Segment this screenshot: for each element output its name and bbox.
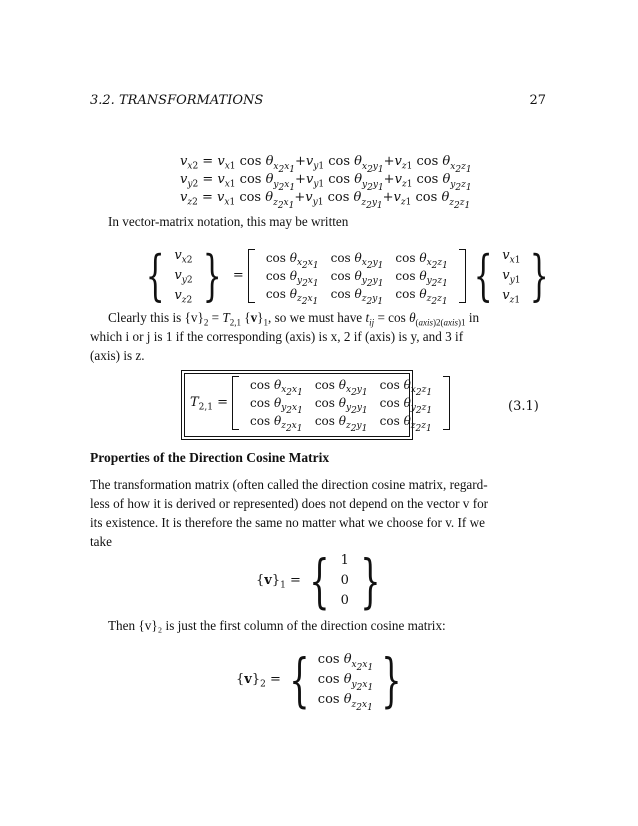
paragraph-then: Then {v}₂ is just the first column of the direction cosine matrix: [108, 618, 446, 633]
unit-vector-equation: $\{v\}_1$ = { 1 0 0 } [256, 547, 381, 615]
vector-matrix-equation: { $v_{x2}$ $v_{y2}$ $v_{z2}$ } = $\cos \theta_{x_2x_1}$ $\cos \theta_{x_2y_1}$ $\cos \theta_{x_2z_1}$ $\cos \theta_{y_2x_1}$ $\cos \theta_{y_2y_1}$ $\cos \theta_{y_2z_1}$ $\cos \theta_{z_2x_1}$ $\cos \theta_{z_2y_1}$ $\cos \theta_{z_2z_1}$ { $v_{x1}$ $v_{y1}$ $v_{z1}$ } [145, 244, 550, 308]
running-header [90, 93, 546, 108]
component-equations [180, 153, 472, 211]
section-heading: Properties of the Direction Cosine Matrix [90, 450, 330, 465]
section-title: 3.2. TRANSFORMATIONS [90, 93, 264, 108]
paragraph-clearly: Clearly this is $\{v\}_2 = T_{2,1}$ $\{v\}_1$, so we must have $t_{ij} = \cos \theta_{(axis)2(axis)1}$ in which i or j is 1 if the corresponding (axis) is x, 2 if (axis) is y, and 3 if (axis) is z. [90, 310, 480, 363]
left-brace: { [145, 244, 165, 307]
direction-cosine-matrix: $\cos \theta_{x_2x_1}$ $\cos \theta_{x_2y_1}$ $\cos \theta_{x_2z_1}$ $\cos \theta_{y_2x_1}$ $\cos \theta_{y_2y_1}$ $\cos \theta_{y_2z_1}$ $\cos \theta_{z_2x_1}$ $\cos \theta_{z_2y_1}$ $\cos \theta_{z_2z_1}$ [248, 249, 466, 303]
transformation-matrix: $\cos \theta_{x_2x_1}$ $\cos \theta_{x_2y_1}$ $\cos \theta_{x_2z_1}$ $\cos \theta_{y_2x_1}$ $\cos \theta_{y_2y_1}$ $\cos \theta_{y_2z_1}$ $\cos \theta_{z_2x_1}$ $\cos \theta_{z_2y_1}$ $\cos \theta_{z_2z_1}$ [232, 376, 450, 430]
equation-row: $v_{z2} = v_{x1}$ $\cos \theta_{z_2x_1}+v_{y1}$ $\cos \theta_{z_2y_1}+v_{z1}$ $\cos \theta_{z_2z_1}$ [180, 190, 471, 211]
right-brace: } [202, 244, 222, 307]
paragraph-vector-matrix: In vector-matrix notation, this may be written [108, 214, 349, 229]
first-column-equation: $\{v\}_2$ = { $\cos \theta_{x_2x_1}$ $\cos \theta_{y_2x_1}$ $\cos \theta_{z_2x_1}$ } [236, 646, 402, 714]
equation-number: (3.1) [508, 399, 539, 414]
equation-row: $v_{x2} = v_{x1}$ $\cos \theta_{x_2x_1}+v_{y1}$ $\cos \theta_{x_2y_1}+v_{z1}$ $\cos \theta_{x_2z_1}$ [180, 154, 472, 175]
paragraph-properties: The transformation matrix (often called the direction cosine matrix, regard- less of how it is derived or represented) does not depend on the vector v for its existence. It is therefore the same no matter what we choose for v. If we take [90, 477, 489, 549]
vector-entry: 1 [340, 553, 349, 568]
vector-entry: 0 [340, 593, 349, 608]
page-number: 27 [529, 93, 546, 108]
boxed-equation: $T_{2,1}$ = $\cos \theta_{x_2x_1}$ $\cos \theta_{x_2y_1}$ $\cos \theta_{x_2z_1}$ $\cos \theta_{y_2x_1}$ $\cos \theta_{y_2y_1}$ $\cos \theta_{y_2z_1}$ $\cos \theta_{z_2x_1}$ $\cos \theta_{z_2y_1}$ $\cos \theta_{z_2z_1}$ [190, 376, 450, 430]
vector-entry: 0 [340, 573, 349, 588]
equation-row: $v_{y2} = v_{x1}$ $\cos \theta_{y_2x_1}+v_{y1}$ $\cos \theta_{y_2y_1}+v_{z1}$ $\cos \theta_{y_2z_1}$ [180, 172, 472, 193]
